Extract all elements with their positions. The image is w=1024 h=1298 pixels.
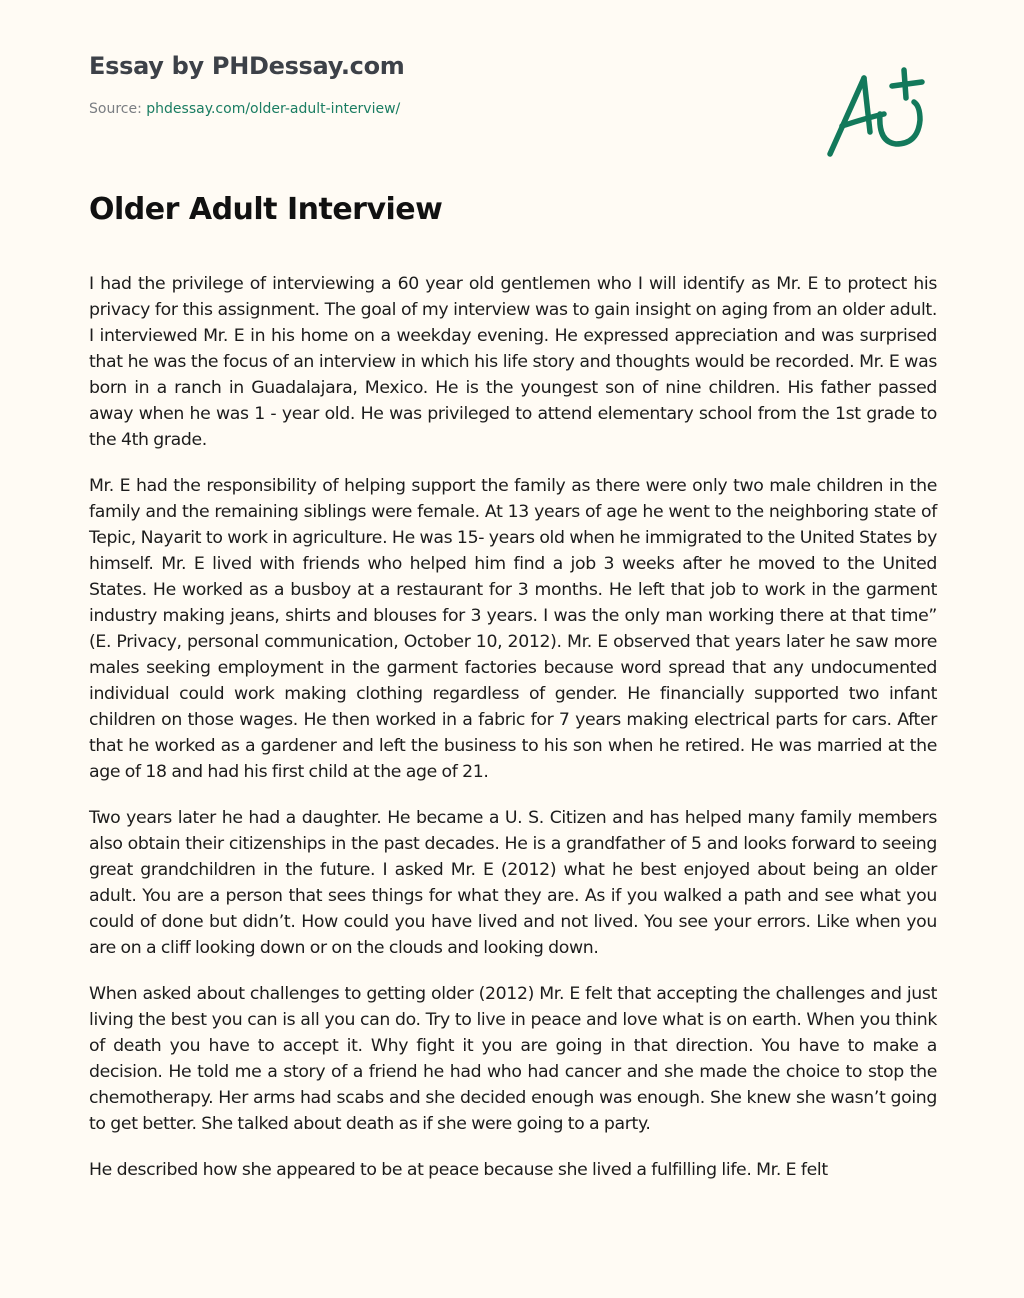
- document-title: Older Adult Interview: [89, 192, 443, 227]
- paragraph: Two years later he had a daughter. He became a U. S. Citizen and has helped many family members also obtain their citizenships in the past decades. He is a grandfather of 5 and looks forward to seeing great grandchildren in the future. I asked Mr. E (2012) what he best enjoyed about being an older adult. You are a person that sees things for what they are. As if you walked a path and see what you could of done but didn’t. How could you have lived and not lived. You see your errors. Like when you are on a cliff looking down or on the clouds and looking down.: [89, 808, 937, 958]
- a-plus-grade-icon: [818, 62, 938, 162]
- source-line: [89, 100, 405, 118]
- essay-body: [89, 271, 937, 1203]
- site-title: Essay by PHDessay.com: [89, 52, 405, 80]
- page-header: [89, 50, 405, 118]
- paragraph: When asked about challenges to getting older (2012) Mr. E felt that accepting the challenges and just living the best you can is all you can do. Try to live in peace and love what is on earth. When you think of death you have to accept it. Why fight it you are going in that direction. You have to make a decision. He told me a story of a friend he had who had cancer and she made the choice to stop the chemotherapy. Her arms had scabs and she decided enough was enough. She knew she wasn’t going to get better. She talked about death as if she were going to a party.: [89, 984, 937, 1134]
- paragraph: Mr. E had the responsibility of helping support the family as there were only two male children in the family and the remaining siblings were female. At 13 years of age he went to the neighboring state of Tepic, Nayarit to work in agriculture. He was 15- years old when he immigrated to the United States by himself. Mr. E lived with friends who helped him find a job 3 weeks after he moved to the United States. He worked as a busboy at a restaurant for 3 months. He left that job to work in the garment industry making jeans, shirts and blouses for 3 years. I was the only man working there at that time” (E. Privacy, personal communication, October 10, 2012). Mr. E observed that years later he saw more males seeking employment in the garment factories because word spread that any undocumented individual could work making clothing regardless of gender. He financially supported two infant children on those wages. He then worked in a fabric for 7 years making electrical parts for cars. After that he worked as a gardener and left the business to his son when he retired. He was married at the age of 18 and had his first child at the age of 21.: [89, 476, 937, 782]
- paragraph: I had the privilege of interviewing a 60 year old gentlemen who I will identify as Mr. E to protect his privacy for this assignment. The goal of my interview was to gain insight on aging from an older adult. I interviewed Mr. E in his home on a weekday evening. He expressed appreciation and was surprised that he was the focus of an interview in which his life story and thoughts would be recorded. Mr. E was born in a ranch in Guadalajara, Mexico. He is the youngest son of nine children. His father passed away when he was 1 - year old. He was privileged to attend elementary school from the 1st grade to the 4th grade.: [89, 274, 937, 450]
- paragraph: He described how she appeared to be at peace because she lived a fulfilling life. Mr. E felt: [89, 1160, 828, 1180]
- source-link[interactable]: phdessay.com/older-adult-interview/: [146, 101, 401, 117]
- source-label: Source:: [89, 101, 142, 117]
